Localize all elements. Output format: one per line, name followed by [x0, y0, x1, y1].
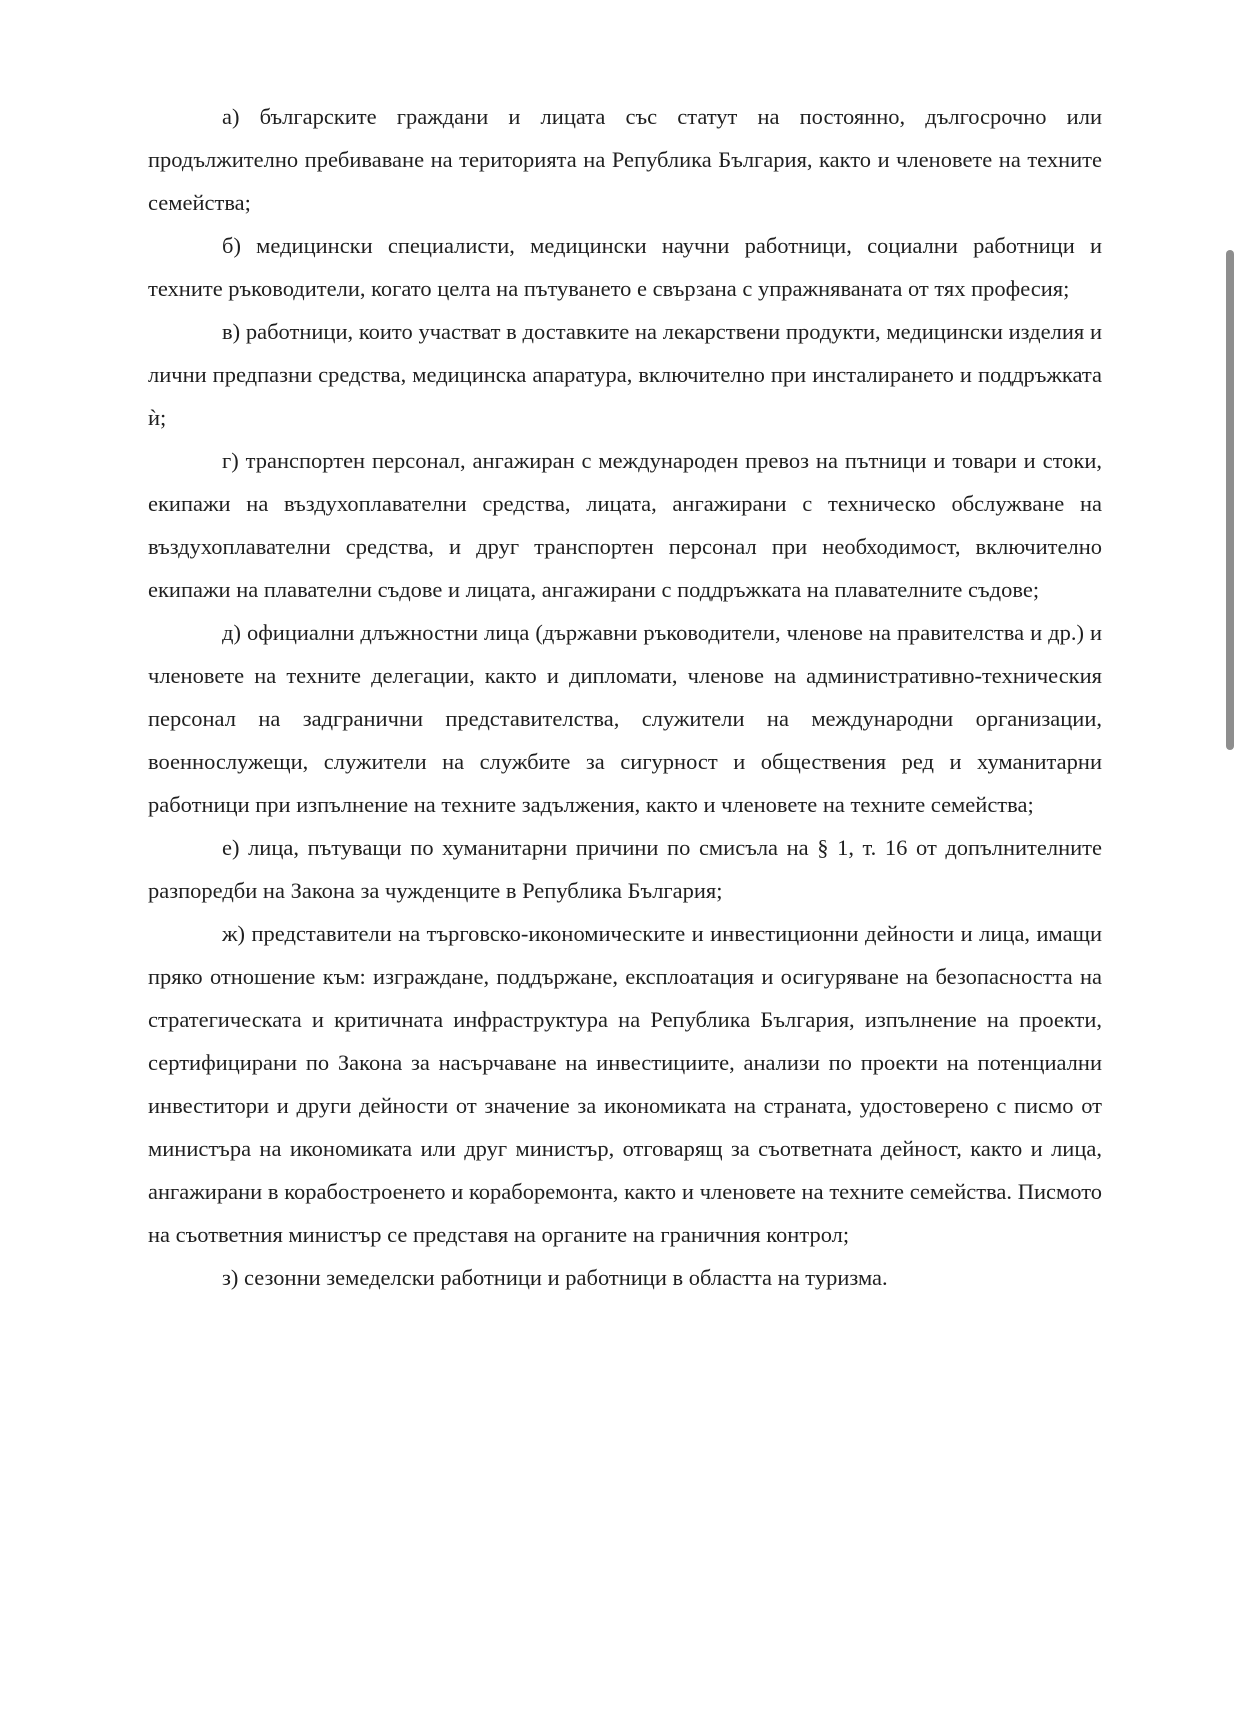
paragraph-e: е) лица, пътуващи по хуманитарни причини по смисъла на § 1, т. 16 от допълнителните разпоредби на Закона за чужденците в Република България;: [148, 835, 1102, 903]
paragraph-g: г) транспортен персонал, ангажиран с международен превоз на пътници и товари и стоки, екипажи на въздухоплавателни средства, лицата, ангажирани с техническо обслужване на въздухоплавателни средства, и друг транспортен персонал при необходимост, включително екипажи на плавателни съдове и лицата, ангажирани с поддръжката на плавателните съдове;: [148, 448, 1102, 602]
paragraph-v: в) работници, които участват в доставките на лекарствени продукти, медицински изделия и лични предпазни средства, медицинска апаратура, включително при инсталирането и поддръжката ѝ;: [148, 319, 1102, 430]
paragraph-z: з) сезонни земеделски работници и работници в областта на туризма.: [222, 1265, 888, 1290]
paragraph-a: а) българските граждани и лицата със статут на постоянно, дългосрочно или продължително пребиваване на територията на Република България, както и членовете на техните семейства;: [148, 104, 1102, 215]
paragraph-d: д) официални длъжностни лица (държавни ръководители, членове на правителства и др.) и членовете на техните делегации, както и дипломати, членове на административно-техническия персонал на задгранични представителства, служители на международни организации, военнослужещи, служители на службите за сигурност и обществения ред и хуманитарни работници при изпълнение на техните задължения, както и членовете на техните семейства;: [148, 620, 1102, 817]
vertical-scrollbar[interactable]: [1226, 250, 1234, 750]
paragraph-zh: ж) представители на търговско-икономическите и инвестиционни дейности и лица, имащи пряко отношение към: изграждане, поддържане, експлоатация и осигуряване на безопасността на стратегическата и критичната инфраструктура на Република България, изпълнение на проекти, сертифицирани по Закона за насърчаване на инвестициите, анализи по проекти на потенциални инвеститори и други дейности от значение за икономиката на страната, удостоверено с писмо от министъра на икономиката или друг министър, отговарящ за съответната дейност, както и лица, ангажирани в корабостроенето и кораборемонта, както и членовете на техните семейства. Писмото на съответния министър се представя на органите на граничния контрол;: [148, 921, 1102, 1247]
document-body: [148, 95, 1102, 1299]
paragraph-b: б) медицински специалисти, медицински научни работници, социални работници и техните ръководители, когато целта на пътуването е свързана с упражняваната от тях професия;: [148, 233, 1102, 301]
